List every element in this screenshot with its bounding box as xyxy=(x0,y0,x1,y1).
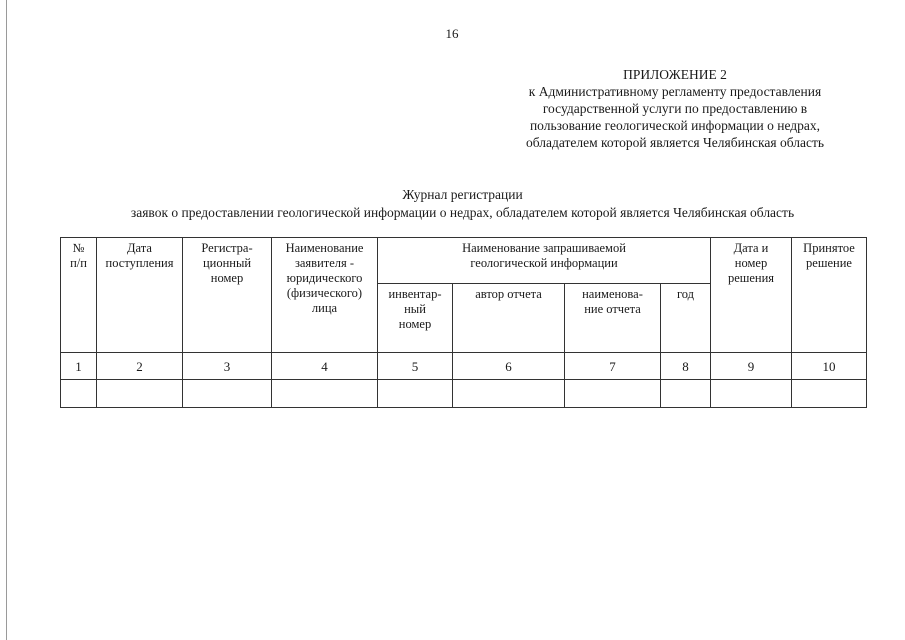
header-text: заявителя - xyxy=(294,256,355,270)
header-text: ние отчета xyxy=(584,301,641,316)
header-report-title xyxy=(565,283,661,352)
header-text: решение xyxy=(806,256,852,270)
registration-table xyxy=(60,237,867,408)
header-text: ционный xyxy=(202,256,252,270)
appendix-line: обладателем которой является Челябинская область xyxy=(525,135,825,150)
header-applicant-name xyxy=(272,238,378,353)
appendix-header xyxy=(480,66,870,151)
empty-cell xyxy=(792,380,867,408)
header-report-author xyxy=(453,283,565,352)
header-requested-info xyxy=(378,238,711,284)
empty-cell xyxy=(711,380,792,408)
empty-cell xyxy=(453,380,565,408)
page-left-edge xyxy=(6,0,7,640)
column-number: 8 xyxy=(661,353,711,380)
header-text: ный xyxy=(404,301,426,316)
column-number: 2 xyxy=(97,353,183,380)
empty-cell xyxy=(183,380,272,408)
header-registration-number xyxy=(183,238,272,353)
header-text: Наименование xyxy=(285,241,364,255)
header-text: инвентар- xyxy=(388,286,442,301)
header-text: наименова- xyxy=(582,286,643,301)
header-text: решения xyxy=(727,271,775,285)
header-text: год xyxy=(676,286,695,301)
header-year xyxy=(661,283,711,352)
header-number xyxy=(61,238,97,353)
header-text: Принятое xyxy=(803,241,855,255)
appendix-title: ПРИЛОЖЕНИЕ 2 xyxy=(623,67,727,82)
header-date-received xyxy=(97,238,183,353)
header-inventory-number xyxy=(378,283,453,352)
header-text: геологической информации xyxy=(470,256,618,270)
table-row xyxy=(61,380,867,408)
header-text: п/п xyxy=(70,256,87,270)
page-number: 16 xyxy=(445,26,459,41)
header-text: юридического xyxy=(286,271,363,285)
column-number-row xyxy=(61,353,867,380)
column-number: 5 xyxy=(378,353,453,380)
header-text: поступления xyxy=(105,256,174,270)
empty-cell xyxy=(661,380,711,408)
empty-cell xyxy=(565,380,661,408)
header-text: Наименование запрашиваемой xyxy=(462,241,626,255)
header-text: Дата и xyxy=(733,241,769,255)
column-number: 9 xyxy=(711,353,792,380)
header-decision-date-number xyxy=(711,238,792,353)
header-text: номер xyxy=(210,271,244,285)
appendix-line: государственной услуги по предоставлению в xyxy=(542,101,808,116)
empty-cell xyxy=(378,380,453,408)
header-text: лица xyxy=(311,301,338,315)
header-text: № xyxy=(72,241,85,255)
journal-title: Журнал регистрации xyxy=(402,187,523,202)
header-text: Дата xyxy=(127,241,152,255)
appendix-line: к Административному регламенту предоставления xyxy=(528,84,822,99)
appendix-line: пользование геологической информации о недрах, xyxy=(529,118,821,133)
empty-cell xyxy=(97,380,183,408)
column-number: 10 xyxy=(792,353,867,380)
column-number: 1 xyxy=(61,353,97,380)
column-number: 7 xyxy=(565,353,661,380)
header-text: номер xyxy=(398,316,432,331)
journal-heading xyxy=(60,186,865,222)
column-number: 3 xyxy=(183,353,272,380)
column-number: 4 xyxy=(272,353,378,380)
header-text: (физического) xyxy=(286,286,363,300)
header-text: Регистра- xyxy=(201,241,253,255)
header-text: номер xyxy=(734,256,768,270)
header-decision xyxy=(792,238,867,353)
column-number: 6 xyxy=(453,353,565,380)
empty-cell xyxy=(272,380,378,408)
header-text: автор отчета xyxy=(475,286,542,301)
empty-cell xyxy=(61,380,97,408)
journal-subtitle: заявок о предоставлении геологической информации о недрах, обладателем которой является Челябинская область xyxy=(130,205,795,220)
